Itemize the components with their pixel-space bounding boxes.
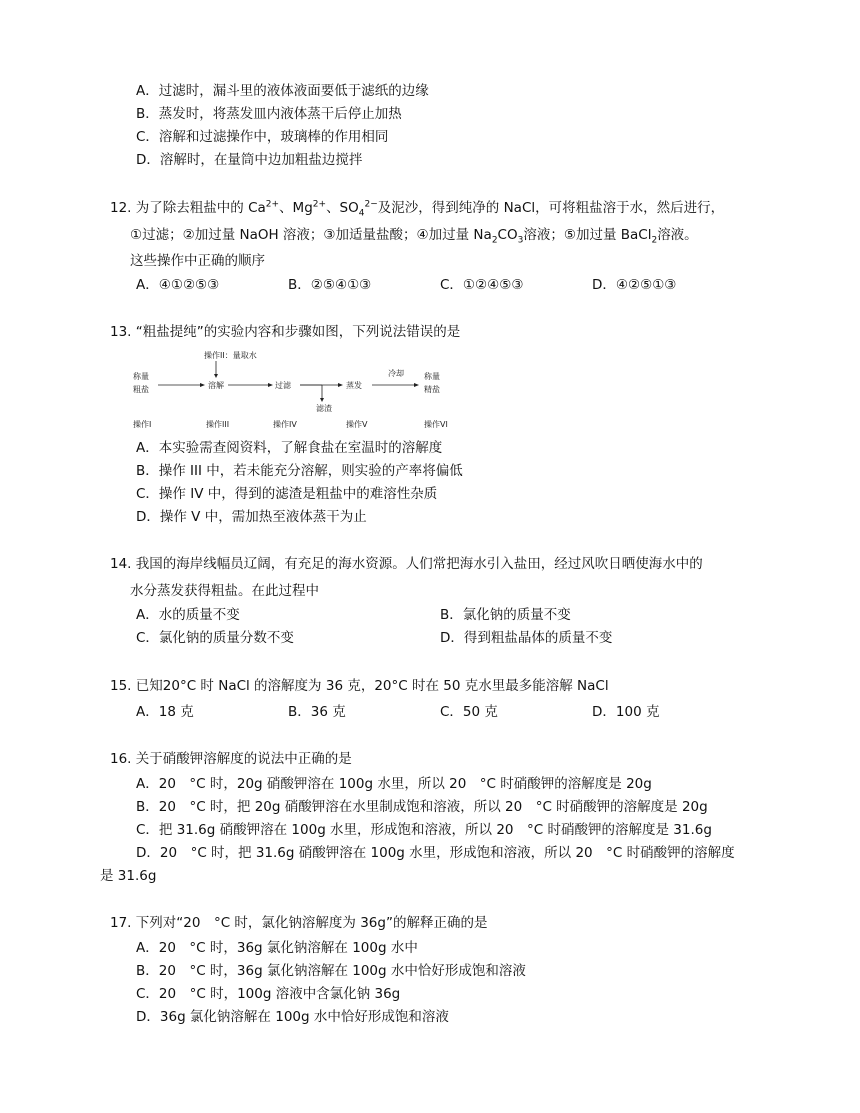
q12-line-2: ①过滤；②加过量 NaOH 溶液；③加适量盐酸；④加过量 $Na_2CO_3$溶液；⑤加过量 BaCl$_2$溶液。 (130, 227, 698, 246)
op2-label: 操作II：量取水 (204, 351, 257, 360)
q12-option-c: C．①②④⑤③ (440, 277, 524, 293)
q16-option-a: A．20 °C 时，20g 硝酸钾溶在 100g 水里，所以 20 °C 时硝酸钾的溶解度是 20g (136, 776, 652, 792)
q16-stem: 16. 关于硝酸钾溶解度的说法中正确的是 (110, 751, 352, 767)
question-number: 17. (110, 915, 132, 931)
op6-label: 操作VI (424, 420, 448, 429)
q12-option-b: B．②⑤④①③ (288, 277, 372, 293)
q15-stem: 15. 已知20°C 时 NaCl 的溶解度为 36 克，20°C 时在 50 克水里最多能溶解 NaCl (110, 678, 609, 694)
q14-line-2: 水分蒸发获得粗盐。在此过程中 (130, 583, 319, 599)
q11-option-b: B．蒸发时，将蒸发皿内液体蒸干后停止加热 (136, 106, 402, 122)
op1-label: 操作I (133, 420, 152, 429)
q13-option-a: A．本实验需查阅资料，了解食盐在室温时的溶解度 (136, 440, 443, 456)
q16-option-b: B．20 °C 时，把 20g 硝酸钾溶在水里制成饱和溶液，所以 20 °C 时硝酸钾的溶解度是 20g (136, 799, 708, 815)
dissolve-label: 溶解 (208, 381, 224, 390)
q12-line-1: 12. 为了除去粗盐中的 $Ca^{2+}$、$Mg^{2+}$、$SO_4^{2-}$及泥沙，得到纯净的 NaCl，可将粗盐溶于水，然后进行， (110, 199, 725, 219)
q15-option-b: B．36 克 (288, 704, 346, 720)
question-number: 12. (110, 200, 132, 216)
q17-option-a: A．20 °C 时，36g 氯化钠溶解在 100g 水中 (136, 940, 418, 956)
q12-line-3: 这些操作中正确的顺序 (130, 253, 265, 269)
q17-option-c: C．20 °C 时，100g 溶液中含氯化钠 36g (136, 986, 401, 1002)
q11-option-c: C．溶解和过滤操作中，玻璃棒的作用相同 (136, 129, 389, 145)
q14-option-b: B．氯化钠的质量不变 (440, 607, 571, 623)
q13-option-b: B．操作 III 中，若未能充分溶解，则实验的产率将偏低 (136, 463, 463, 479)
q13-stem: 13. “粗盐提纯”的实验内容和步骤如图，下列说法错误的是 (110, 324, 461, 340)
q14-line-1: 14. 我国的海岸线幅员辽阔，有充足的海水资源。人们常把海水引入盐田，经过风吹日晒使海水中的 (110, 556, 703, 572)
fine-salt-label-1: 称量 (424, 372, 440, 381)
cool-label: 冷却 (388, 369, 404, 378)
residue-label: 滤渣 (316, 404, 332, 413)
op4-label: 操作IV (273, 420, 297, 429)
op3-label: 操作III (206, 420, 230, 429)
question-number: 15. (110, 678, 132, 694)
q14-option-c: C．氯化钠的质量分数不变 (136, 630, 294, 646)
q12-option-d: D．④②⑤①③ (592, 277, 677, 293)
q17-option-d: D．36g 氯化钠溶解在 100g 水中恰好形成饱和溶液 (136, 1009, 449, 1025)
crude-salt-label-2: 粗盐 (133, 385, 149, 394)
fine-salt-label-2: 精盐 (424, 385, 440, 394)
question-number: 16. (110, 751, 132, 767)
q16-option-d: D．20 °C 时，把 31.6g 硝酸钾溶在 100g 水里，形成饱和溶液，所以 20 °C 时硝酸钾的溶解度 (136, 845, 735, 861)
q13-option-c: C．操作 IV 中，得到的滤渣是粗盐中的难溶性杂质 (136, 486, 438, 502)
q15-option-c: C．50 克 (440, 704, 498, 720)
q17-stem: 17. 下列对“20 °C 时，氯化钠溶解度为 36g”的解释正确的是 (110, 915, 488, 931)
q14-option-a: A．水的质量不变 (136, 607, 240, 623)
question-number: 14. (110, 556, 132, 572)
q16-option-d-continued: 是 31.6g (100, 868, 157, 884)
q15-option-d: D．100 克 (592, 704, 660, 720)
q15-option-a: A．18 克 (136, 704, 194, 720)
op5-label: 操作V (346, 420, 368, 429)
crude-salt-label-1: 称量 (133, 372, 149, 381)
q12-option-a: A．④①②⑤③ (136, 277, 220, 293)
evaporate-label: 蒸发 (346, 381, 362, 390)
filter-label: 过滤 (275, 381, 291, 390)
q11-option-a: A．过滤时，漏斗里的液体液面要低于滤纸的边缘 (136, 83, 429, 99)
q13-option-d: D．操作 V 中，需加热至液体蒸干为止 (136, 509, 367, 525)
q16-option-c: C．把 31.6g 硝酸钾溶在 100g 水里，形成饱和溶液，所以 20 °C 时硝酸钾的溶解度是 31.6g (136, 822, 712, 838)
q14-option-d: D．得到粗盐晶体的质量不变 (440, 630, 613, 646)
question-number: 13. (110, 324, 132, 340)
q11-option-d: D．溶解时，在量筒中边加粗盐边搅拌 (136, 152, 363, 168)
salt-purification-flow-diagram (130, 350, 460, 432)
q17-option-b: B．20 °C 时，36g 氯化钠溶解在 100g 水中恰好形成饱和溶液 (136, 963, 526, 979)
